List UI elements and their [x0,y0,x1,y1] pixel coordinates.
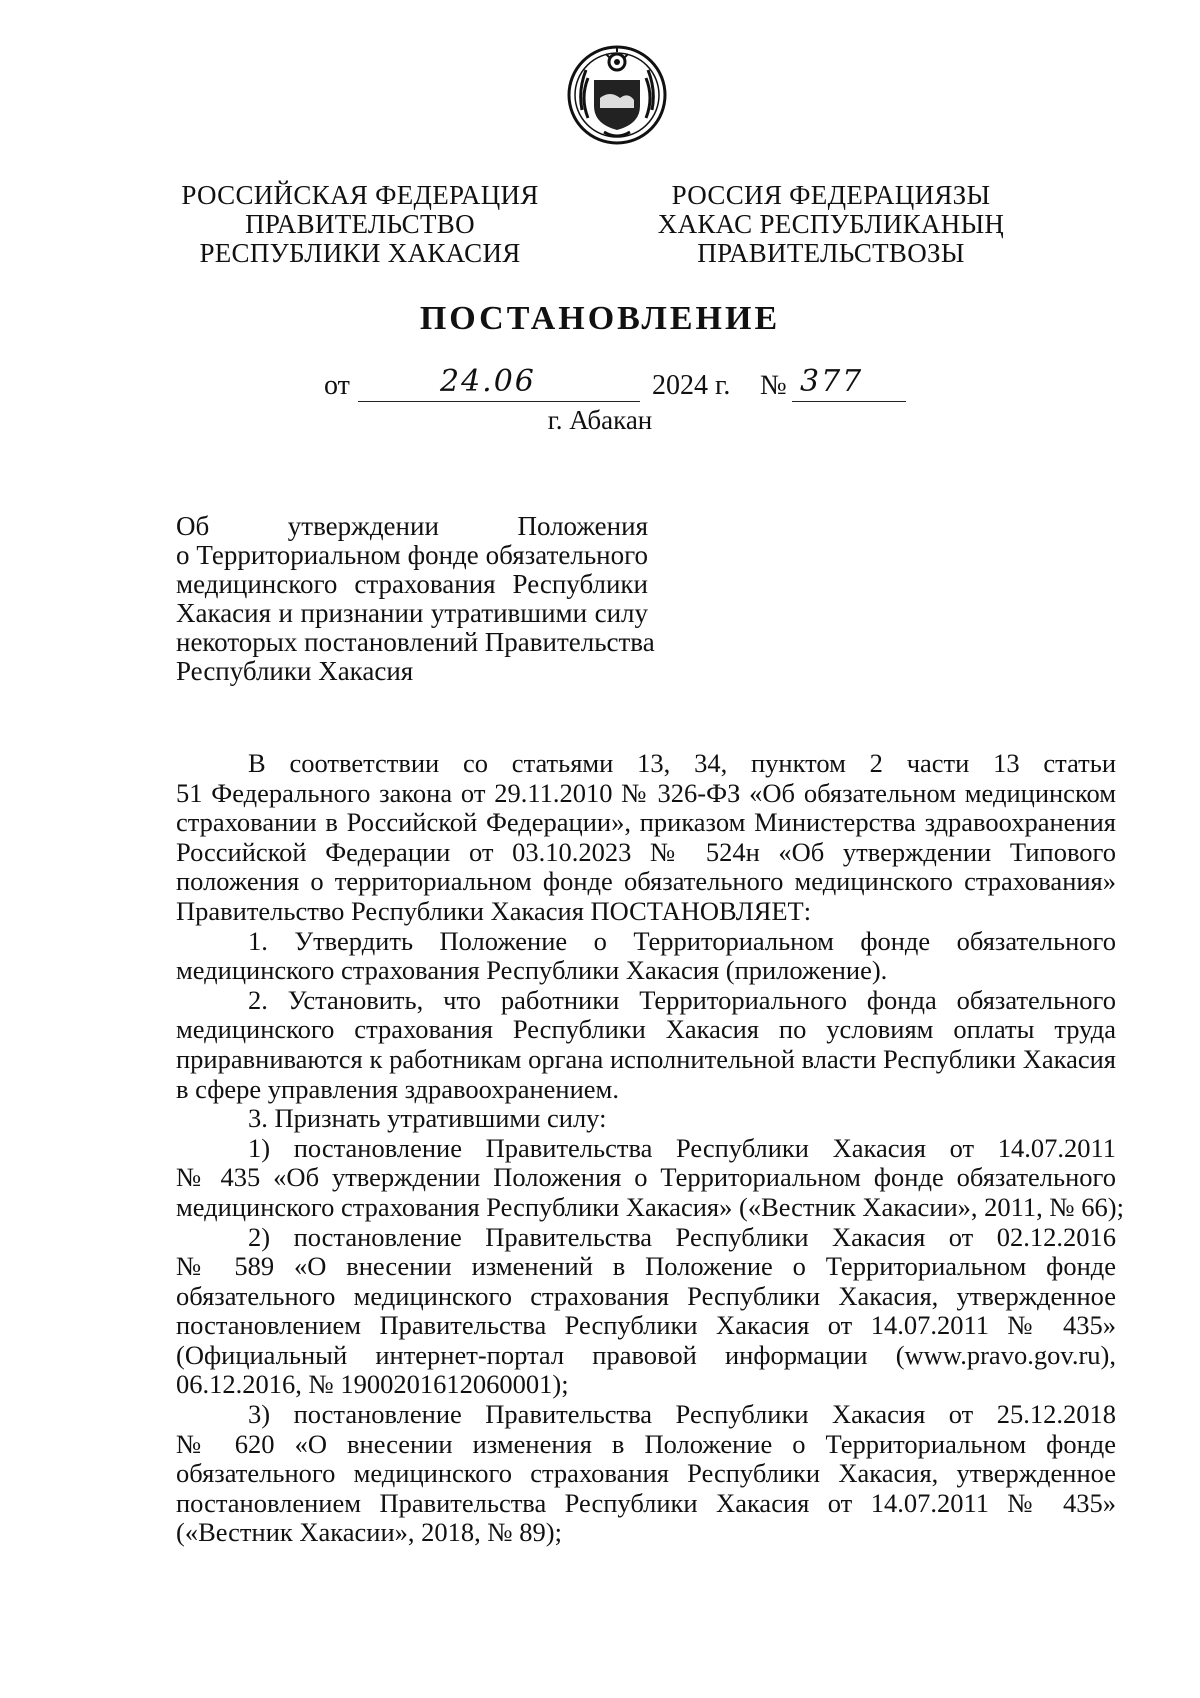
body-line: 1) постановление Правительства Республики Хакасия от 14.07.2011 [248,1132,1116,1163]
body-line: 2) постановление Правительства Республики Хакасия от 02.12.2016 [248,1221,1116,1252]
coat-of-arms-emblem-icon [564,40,670,146]
body-line: медицинского страхования Республики Хакасия» («Вестник Хакасии», 2011, № 66); [176,1191,1124,1222]
body-line: (Официальный интернет-портал правовой информации (www.pravo.gov.ru), [176,1339,1116,1370]
body-line: постановлением Правительства Республики Хакасия от 14.07.2011 № 435» [176,1487,1116,1518]
subject-line: Хакасия и признании утратившими силу [176,598,648,628]
date-number-line [0,364,1200,410]
body-text [176,748,1124,1548]
body-line: («Вестник Хакасии», 2018, № 89); [176,1517,562,1548]
date-prefix: от [324,370,350,401]
body-line: медицинского страхования Республики Хакасия по условиям оплаты труда [176,1014,1116,1045]
body-line: Российской Федерации от 03.10.2023 № 524н «Об утверждении Типового [176,836,1116,867]
body-line: приравниваются к работникам органа исполнительной власти Республики Хакасия [176,1043,1116,1074]
body-line: Правительство Республики Хакасия ПОСТАНОВЛЯЕТ: [176,895,812,926]
document-title: ПОСТАНОВЛЕНИЕ [419,300,781,337]
date-underline [358,401,640,402]
body-line: 3. Признать утратившими силу: [248,1103,607,1134]
body-line: 1. Утвердить Положение о Территориальном фонде обязательного [248,925,1116,956]
body-line: № 589 «О внесении изменений в Положение о Территориальном фонде [176,1251,1116,1282]
city-line: г. Абакан [547,405,653,435]
body-line: обязательного медицинского страхования Республики Хакасия, утвержденное [176,1458,1116,1489]
header-right-line: ХАКАС РЕСПУБЛИКАНЫҢ [657,209,1005,239]
body-line: медицинского страхования Республики Хакасия (приложение). [176,955,888,986]
body-line: 06.12.2016, № 1900201612060001); [176,1369,569,1400]
body-line: В соответствии со статьями 13, 34, пунктом 2 части 13 статьи [248,748,1116,778]
body-line: положения о территориальном фонде обязательного медицинского страхования» [176,866,1116,897]
header-left-block [150,181,570,268]
subject-line: медицинского страхования Республики [176,569,648,599]
body-line: обязательного медицинского страхования Республики Хакасия, утвержденное [176,1280,1116,1311]
body-line: № 620 «О внесении изменения в Положение о Территориальном фонде [176,1428,1116,1459]
body-line: 2. Установить, что работники Территориального фонда обязательного [248,984,1116,1015]
subject-line: о Территориальном фонде обязательного [176,540,648,570]
number-sign: № [760,370,787,401]
body-line: в сфере управления здравоохранением. [176,1073,619,1104]
year-text: 2024 г. [652,370,731,401]
number-underline [792,401,906,402]
subject-line: Республики Хакасия [176,656,414,686]
body-line: 51 Федерального закона от 29.11.2010 № 326-ФЗ «Об обязательном медицинском [176,777,1116,808]
header-left-line: РЕСПУБЛИКИ ХАКАСИЯ [199,238,521,268]
header-right-line: ПРАВИТЕЛЬСТВОЗЫ [697,238,965,268]
subject-block [176,511,655,686]
handwritten-date: 24.06 [440,364,536,399]
body-line: № 435 «Об утверждении Положения о Территориальном фонде обязательного [176,1162,1116,1193]
body-line: постановлением Правительства Республики Хакасия от 14.07.2011 № 435» [176,1310,1116,1341]
body-line: страховании в Российской Федерации», приказом Министерства здравоохранения [176,807,1116,838]
header-left-line: ПРАВИТЕЛЬСТВО [245,209,475,239]
header-left-line: РОССИЙСКАЯ ФЕДЕРАЦИЯ [181,180,539,210]
handwritten-number: 377 [800,364,864,399]
header-right-block [621,181,1041,268]
subject-line: Об утверждении Положения [176,511,648,541]
header-right-line: РОССИЯ ФЕДЕРАЦИЯЗЫ [671,180,991,210]
body-line: 3) постановление Правительства Республики Хакасия от 25.12.2018 [248,1399,1116,1430]
subject-line: некоторых постановлений Правительства [176,627,655,657]
